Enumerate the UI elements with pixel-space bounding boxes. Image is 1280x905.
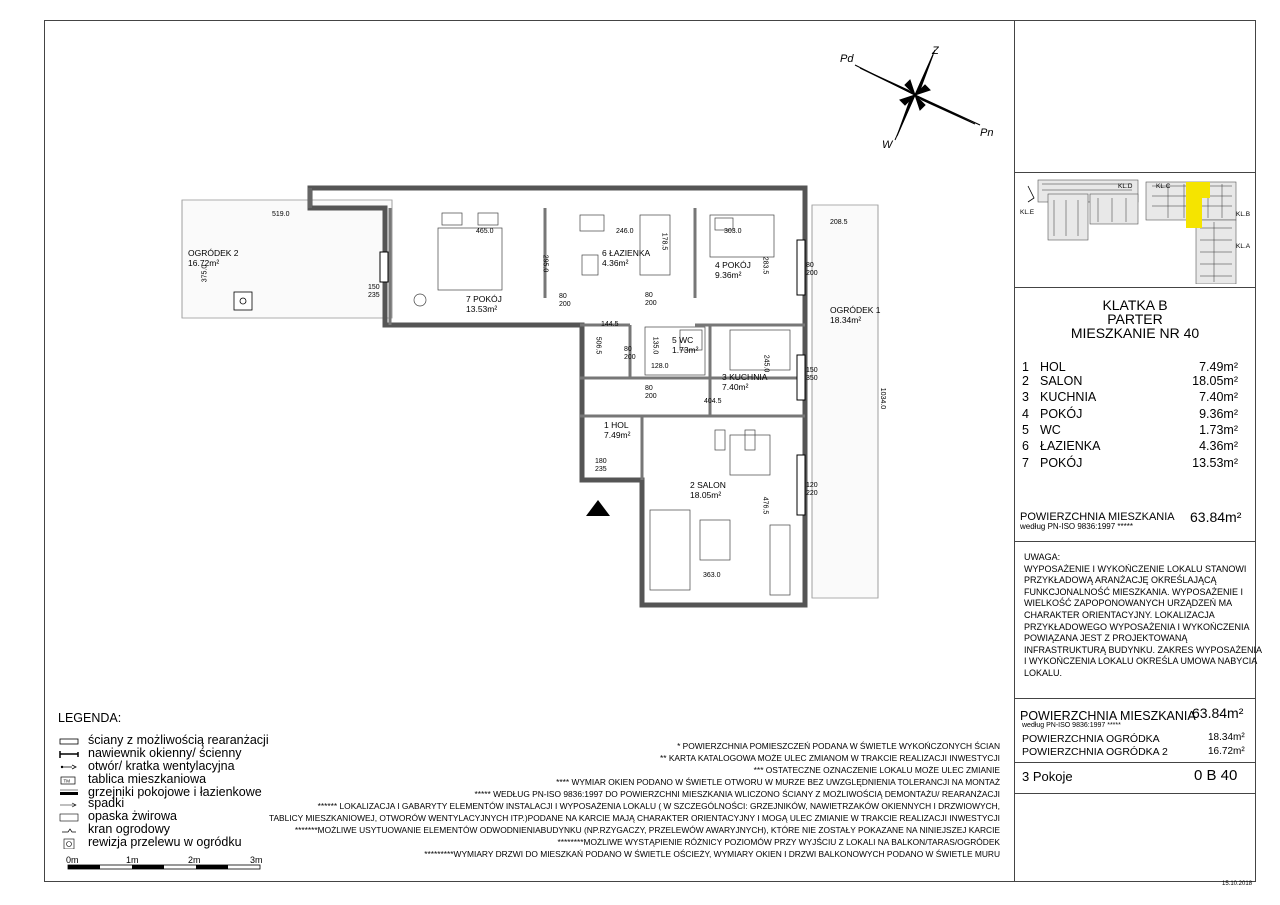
garden1-label: OGRÓDEK 1 18.34m²	[830, 305, 881, 325]
summary-value: 63.84m²	[1192, 705, 1244, 721]
opening-dim: 350	[806, 375, 818, 382]
dimension: 465.0	[476, 228, 494, 235]
slope-icon	[58, 799, 80, 810]
garden1-value: 18.34m²	[1208, 732, 1245, 743]
room6-label: 6 ŁAZIENKA 4.36m²	[602, 248, 651, 268]
room7-label: 7 POKÓJ 13.53m²	[466, 294, 502, 314]
dimension: 1034.0	[879, 387, 887, 410]
key-plan	[1018, 176, 1252, 284]
total-label: POWIERZCHNIA MIESZKANIA	[1020, 511, 1175, 523]
keyplan-label: KL.C	[1156, 183, 1171, 190]
dimension: 375.0	[201, 264, 209, 283]
scale-label: 0m	[66, 855, 79, 865]
footnote: * POWIERZCHNIA POMIESZCZEŃ PODANA W ŚWIETLE WYKOŃCZONYCH ŚCIAN	[677, 741, 1000, 751]
room-row: 1 HOL 7.49m²	[1022, 360, 1238, 374]
footnote: ********MOŻLIWE WYSTĄPIENIE RÓŻNICY POZIOMÓW PRZY WYJŚCIU Z LOKALI NA BALKON/TARAS/OGRÓDEK	[557, 837, 1000, 847]
legend-title: LEGENDA:	[58, 711, 122, 725]
room-row: 4 POKÓJ 9.36m²	[1022, 407, 1238, 421]
room3-label: 3 KUCHNIA 7.40m²	[722, 372, 768, 392]
opening-dim: 220	[806, 490, 818, 497]
opening-dim: 200	[624, 354, 636, 361]
title-floor: PARTER	[1107, 311, 1163, 327]
room1-label: 1 HOL 7.49m²	[604, 420, 631, 440]
room-row: 5 WC 1.73m²	[1022, 423, 1238, 437]
footnote: ***** WEDŁUG PN-ISO 9836:1997 DO POWIERZCHNI MIESZKANIA WLICZONO ŚCIANY Z MOŻLIWOŚCIĄ DEMONTAŻU/ REARANŻACJI	[474, 789, 1000, 799]
note-line: PRZYKŁADOWEGO WYPOSAŻENIA I WYKOŃCZENIA	[1024, 621, 1250, 632]
footnote: *** OSTATECZNE OZNACZENIE LOKALU MOŻE ULEC ZMIANIE	[753, 765, 1000, 775]
dimension: 208.5	[830, 219, 848, 226]
keyplan-label: KL.A	[1236, 243, 1251, 250]
rooms-count: 3 Pokoje	[1022, 769, 1073, 784]
dimension: 128.0	[651, 363, 669, 370]
dimension: 135.0	[651, 336, 659, 355]
note-line: WYPOSAŻENIE I WYKOŃCZENIE LOKALU STANOWI	[1024, 563, 1247, 574]
dimension: 178.5	[660, 232, 668, 251]
title-apartment: MIESZKANIE NR 40	[1070, 325, 1200, 341]
room5-label: 5 WC 1.73m²	[672, 335, 699, 355]
compass-e: Pn	[980, 127, 994, 139]
room-row: 6 ŁAZIENKA 4.36m²	[1022, 439, 1238, 453]
floor-plan	[170, 180, 900, 620]
opening-dim: 200	[645, 393, 657, 400]
garden2-label: OGRÓDEK 2 16.72m²	[188, 248, 239, 268]
dimension: 283.5	[761, 256, 769, 275]
opening-dim: 120	[806, 482, 818, 489]
note-title: UWAGA:	[1024, 552, 1061, 562]
opening-dim: 235	[595, 466, 607, 473]
total-value: 63.84m²	[1190, 509, 1242, 525]
note-line: FUNKCJONALNOŚĆ MIESZKANIA. WYPOSAŻENIE I	[1024, 586, 1244, 597]
compass-rose-icon	[830, 40, 1000, 160]
opening-dim: 80	[806, 262, 814, 269]
dimension: 506.5	[594, 336, 602, 355]
divider	[1014, 541, 1256, 542]
divider	[1014, 172, 1256, 173]
scale-bar	[60, 855, 270, 875]
garden-tap-icon	[58, 825, 80, 836]
room-row: 7 POKÓJ 13.53m²	[1022, 456, 1238, 470]
keyplan-label: KL.D	[1118, 183, 1133, 190]
footnote: ****** LOKALIZACJA I GABARYTY ELEMENTÓW INSTALACJI I WYPOSAŻENIA LOKALU ( W SZCZEGÓLNOŚCI: GRZEJNIKÓW, NAWIETRZAKÓW OKIENNYCH I DRZWIOWYCH,	[317, 801, 1000, 811]
dimension: 363.0	[703, 572, 721, 579]
keyplan-label: KL.E	[1020, 209, 1035, 216]
divider	[1014, 287, 1256, 288]
opening-dim: 150	[806, 367, 818, 374]
opening-dim: 80	[624, 346, 632, 353]
dimension: 303.0	[724, 228, 742, 235]
footnote: **** WYMIAR OKIEN PODANO W ŚWIETLE OTWORU W MURZE BEZ UWZGLĘDNIENIA TOLERANCJI NA MONTAŻ	[556, 777, 1000, 787]
footnote: TABLICY MIESZKANIOWEJ, OTWORÓW WENTYLACYJNYCH ITP.)PODANE NA KARCIE MAJĄ CHARAKTER ORIENTACYJNY I MOGĄ ULEC ZMIANIE W TRAKCIE REALIZACJI INWESTYCJI	[268, 813, 1000, 823]
scale-label: 2m	[188, 855, 201, 865]
note-line: POWIĄZANA JEST Z PROJEKTOWANĄ	[1024, 633, 1188, 644]
garden-drain-icon	[234, 292, 252, 310]
gravel-band-icon	[58, 812, 80, 823]
dimension: 245.0	[762, 354, 770, 373]
title-staircase: KLATKA B	[1102, 297, 1168, 313]
garden2-label: POWIERZCHNIA OGRÓDKA 2	[1022, 746, 1168, 758]
footnote: ** KARTA KATALOGOWA MOŻE ULEC ZMIANOM W TRAKCIE REALIZACJI INWESTYCJI	[659, 753, 1000, 763]
compass-n: Z	[932, 45, 939, 57]
garden1-label: POWIERZCHNIA OGRÓDKA	[1022, 733, 1160, 745]
keyplan-label: KL.B	[1236, 211, 1251, 218]
opening-dim: 200	[559, 301, 571, 308]
dimension: 246.0	[616, 228, 634, 235]
svg-text:TM: TM	[63, 778, 70, 784]
compass-s: W	[882, 139, 893, 151]
compass-w: Pd	[840, 53, 854, 65]
opening-dim: 150	[368, 284, 380, 291]
dimension: 476.5	[761, 496, 769, 515]
opening-dim: 180	[595, 458, 607, 465]
scale-label: 3m	[250, 855, 263, 865]
dimension: 295.0	[541, 254, 549, 273]
room-row: 3 KUCHNIA 7.40m²	[1022, 390, 1238, 404]
opening-dim: 80	[559, 293, 567, 300]
unit-code: 0 B 40	[1194, 767, 1238, 784]
total-sublabel: według PN-ISO 9836:1997 *****	[1020, 522, 1133, 531]
room2-label: 2 SALON 18.05m²	[690, 480, 726, 500]
garden2-value: 16.72m²	[1208, 746, 1245, 757]
opening-dim: 80	[645, 292, 653, 299]
opening-dim: 80	[645, 385, 653, 392]
radiator-icon	[58, 788, 80, 799]
panel-board-icon	[58, 775, 80, 786]
opening-dim: 200	[806, 270, 818, 277]
footnote: *******MOŻLIWE USYTUOWANIE ELEMENTÓW ODWODNIENIABUDYNKU (NP.RZYGACZY, PRZELEWÓW AWARYJNYCH), KTÓRE NIE ZOSTAŁY POKAZANE NA NINIEJSZEJ KARCIE	[294, 825, 1000, 835]
note-line: PRZYKŁADOWĄ ARANŻACJĘ OKREŚLAJĄCĄ	[1024, 575, 1217, 586]
note-line: LOKALU.	[1024, 667, 1063, 678]
divider	[1014, 698, 1256, 699]
note-line: I WYKOŃCZENIA LOKALU OKREŚLA UMOWA NABYCIA	[1024, 656, 1258, 667]
dimension: 144.5	[601, 321, 619, 328]
date: 15.10.2018	[1222, 881, 1253, 887]
summary-sublabel: według PN-ISO 9836:1997 *****	[1022, 722, 1121, 729]
divider	[1014, 762, 1256, 763]
dimension: 519.0	[272, 211, 290, 218]
scale-label: 1m	[126, 855, 139, 865]
note-line: INFRASTRUKTURĄ BUDYNKU. ZAKRES WYPOSAŻENIA	[1024, 644, 1263, 655]
overflow-inspection-icon	[58, 838, 80, 849]
note-line: CHARAKTER ORIENTACYJNY. LOKALIZACJA	[1024, 609, 1215, 620]
footnote: *********WYMIARY DRZWI DO MIESZKAŃ PODANO W ŚWIETLE OŚCIEŻY, WYMIARY OKIEN I DRZWI BALKONOWYCH PODANO W ŚWIETLE MURU	[424, 849, 1000, 859]
summary-label: POWIERZCHNIA MIESZKANIA	[1020, 709, 1196, 723]
rearrangeable-wall-icon	[58, 736, 80, 747]
dimension: 404.5	[704, 398, 722, 405]
divider	[1014, 793, 1256, 794]
room-row: 2 SALON 18.05m²	[1022, 374, 1238, 388]
opening-dim: 235	[368, 292, 380, 299]
vent-grille-icon	[58, 762, 80, 773]
note-line: WIELKOŚĆ ZAPOPONOWANYCH URZĄDZEŃ MA	[1024, 598, 1233, 609]
room4-label: 4 POKÓJ 9.36m²	[715, 260, 751, 280]
opening-dim: 200	[645, 300, 657, 307]
window-vent-icon	[58, 749, 80, 760]
